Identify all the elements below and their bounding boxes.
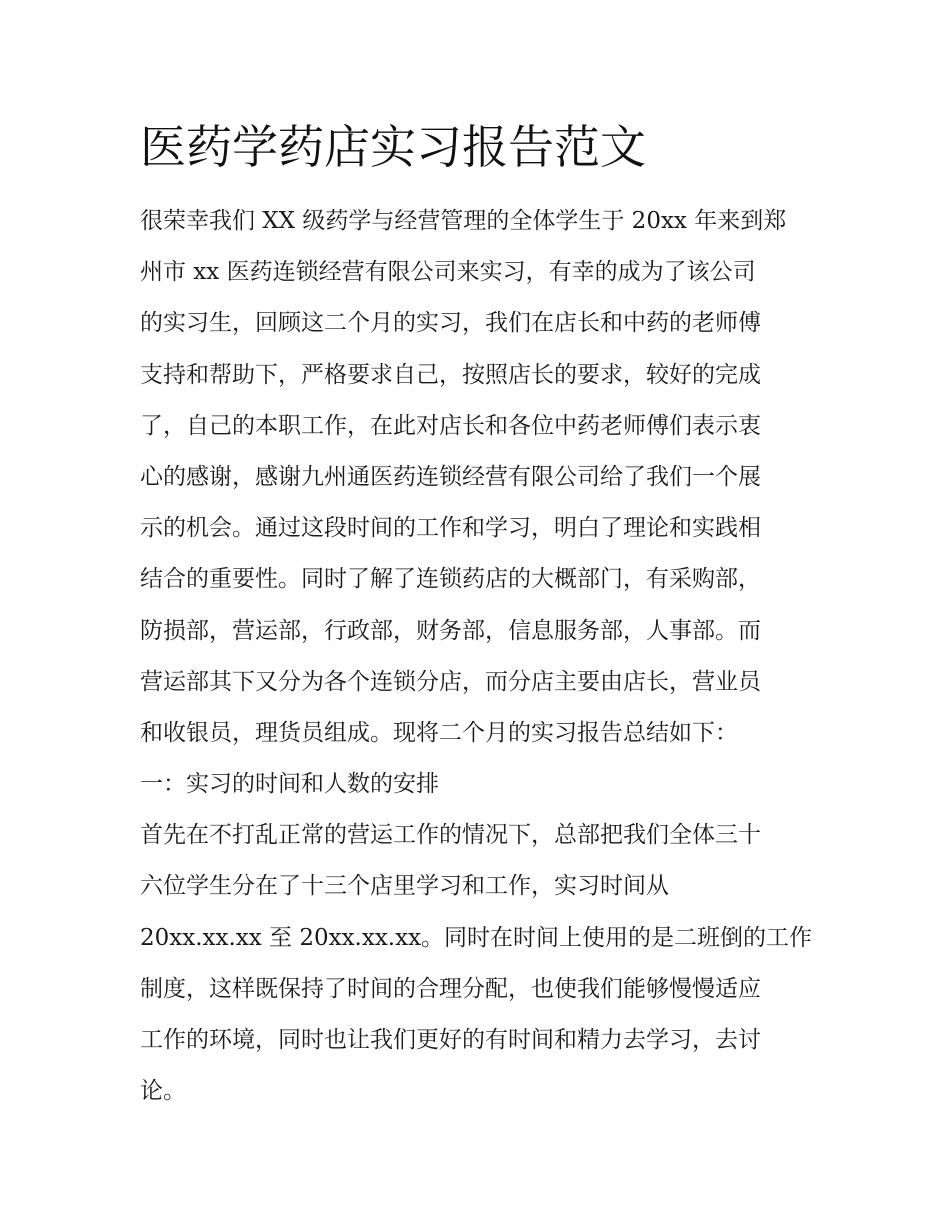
- section-heading: 一：实习的时间和人数的安排: [140, 771, 439, 798]
- paragraph-line: 很荣幸我们 XX 级药学与经营管理的全体学生于 20xx 年来到郑: [140, 208, 787, 234]
- document-body: [140, 196, 820, 1117]
- paragraph-line: 20xx.xx.xx 至 20xx.xx.xx。同时在时间上使用的是二班倒的工作: [140, 924, 813, 951]
- paragraph-line: 支持和帮助下，严格要求自己，按照店长的要求，较好的完成: [140, 361, 761, 388]
- paragraph-line: 结合的重要性。同时了解了连锁药店的大概部门，有采购部，: [140, 566, 761, 593]
- paragraph-line: 的实习生，回顾这二个月的实习，我们在店长和中药的老师傅: [140, 310, 761, 337]
- paragraph-line: 首先在不打乱正常的营运工作的情况下，总部把我们全体三十: [140, 822, 761, 849]
- paragraph-line: 营运部其下又分为各个连锁分店，而分店主要由店长，营业员: [140, 668, 761, 695]
- paragraph-line: 六位学生分在了十三个店里学习和工作，实习时间从: [140, 873, 669, 900]
- paragraph-line: 工作的环境，同时也让我们更好的有时间和精力去学习，去讨: [140, 1027, 761, 1053]
- document-title: 医药学药店实习报告范文: [140, 120, 646, 174]
- paragraph-line: 论。: [140, 1078, 186, 1105]
- paragraph-line: 防损部，营运部，行政部，财务部，信息服务部，人事部。而: [140, 617, 761, 644]
- paragraph-line: 示的机会。通过这段时间的工作和学习，明白了理论和实践相: [140, 515, 761, 542]
- paragraph-line: 心的感谢，感谢九州通医药连锁经营有限公司给了我们一个展: [140, 463, 761, 490]
- paragraph-line: 了，自己的本职工作，在此对店长和各位中药老师傅们表示衷: [140, 412, 761, 439]
- paragraph-line: 州市 xx 医药连锁经营有限公司来实习，有幸的成为了该公司: [140, 259, 756, 286]
- paragraph-line: 制度，这样既保持了时间的合理分配，也使我们能够慢慢适应: [140, 975, 761, 1002]
- paragraph-line: 和收银员，理货员组成。现将二个月的实习报告总结如下：: [140, 719, 738, 746]
